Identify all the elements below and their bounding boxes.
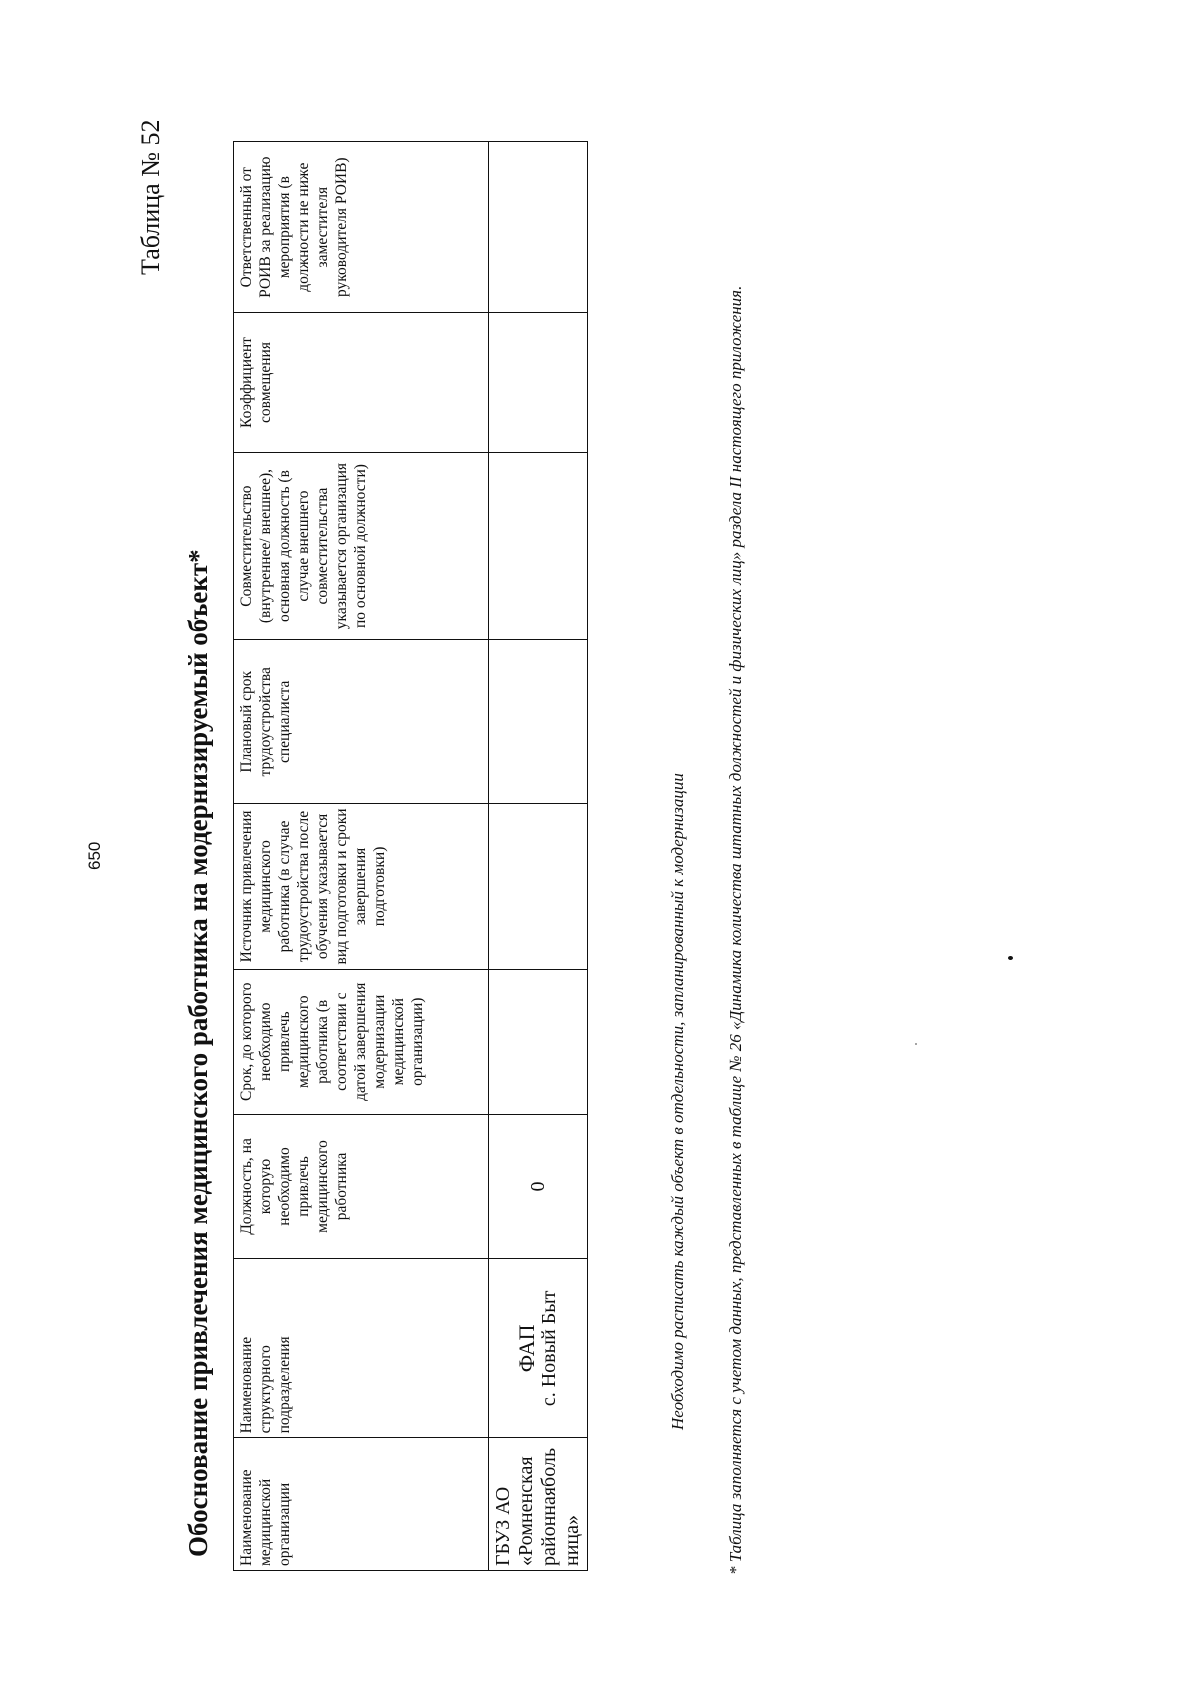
- header-deadline: Срок, до которого необходимо привлечь медицинского работника (в соответствии с датой завершения модернизации медицинской организации): [234, 969, 489, 1114]
- header-planned-term: Плановый срок трудоустройства специалиста: [234, 640, 489, 804]
- scan-speck: [1008, 956, 1013, 960]
- header-coefficient: Коэффициент совмещения: [234, 313, 489, 452]
- cell-unit: [489, 1259, 588, 1438]
- cell-source: [489, 804, 588, 970]
- header-responsible: Ответственный от РОИВ за реализацию мероприятия (в должности не ниже заместителя руководителя РОИВ): [234, 142, 489, 313]
- cell-combination: [489, 452, 588, 640]
- header-combination: Совместительство (внутреннее/ внешнее), основная должность (в случае внешнего совместительства указывается организация по основной должности): [234, 452, 489, 640]
- header-source: Источник привлечения медицинского работника (в случае трудоустройства после обучения указывается вид подготовки и сроки завершения подготовки): [234, 804, 489, 970]
- unit-location: с. Новый Быт: [538, 1290, 560, 1407]
- note-each-object: Необходимо расписать каждый объект в отдельности, запланированный к модернизации: [668, 773, 687, 1430]
- cell-coefficient: [489, 313, 588, 452]
- header-unit: Наименование структурного подразделения: [234, 1259, 489, 1438]
- footnote: * Таблица заполняется с учетом данных, представленных в таблице № 26 «Динамика количества штатных должностей и физических лиц» раздела II настоящего приложения.: [726, 285, 745, 1575]
- unit-title: ФАП: [514, 1324, 539, 1373]
- table-row: [489, 142, 588, 1571]
- cell-position: 0: [489, 1114, 588, 1259]
- cell-planned-term: [489, 640, 588, 804]
- header-position: Должность, на которую необходимо привлечь медицинского работника: [234, 1114, 489, 1259]
- cell-organization: ГБУЗ АО «Ромненская районнаяболь ница»: [489, 1438, 588, 1571]
- document-title: Обоснование привлечения медицинского работника на модернизируемый объект*: [183, 549, 213, 1557]
- cell-responsible: [489, 142, 588, 313]
- page-number: 650: [85, 841, 104, 870]
- scan-speck: [915, 1043, 917, 1045]
- table-label: Таблица № 52: [136, 119, 165, 275]
- header-organization: Наименование медицинской организации: [234, 1438, 489, 1571]
- header-row: [234, 142, 489, 1571]
- justification-table: [233, 141, 588, 1571]
- cell-deadline: [489, 969, 588, 1114]
